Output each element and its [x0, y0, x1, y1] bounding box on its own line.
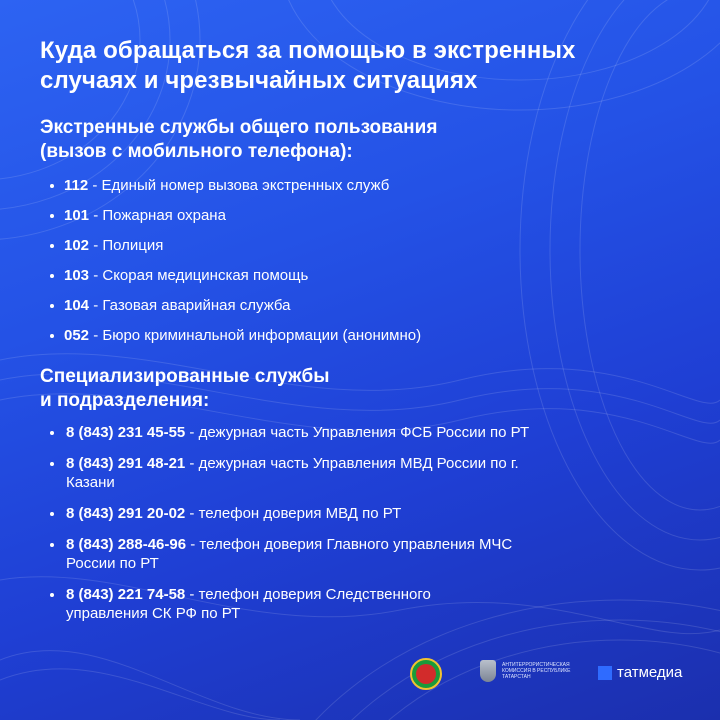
list-item: [40, 504, 566, 523]
tatmedia-square-icon: [598, 666, 612, 680]
heading-line-1: Специализированные службы: [40, 366, 330, 387]
list-item: [40, 423, 566, 442]
phone-number: 112: [64, 177, 89, 194]
bullet-icon: [50, 214, 54, 218]
list-item: [40, 176, 700, 195]
list-item: [40, 326, 700, 345]
heading-line-2: и подразделения:: [40, 390, 210, 411]
phone-number: 8 (843) 291 20-02: [66, 505, 186, 522]
bullet-icon: [50, 593, 54, 597]
phone-number: 103: [64, 267, 90, 284]
service-description: - Пожарная охрана: [89, 207, 226, 224]
list-item: [40, 535, 556, 573]
phone-number: 104: [64, 297, 90, 314]
service-description: - Бюро криминальной информации (анонимно): [89, 327, 422, 344]
service-description: - Единый номер вызова экстренных служб: [88, 177, 390, 194]
bullet-icon: [50, 274, 54, 278]
specialized-services-list: [40, 423, 700, 623]
atk-logo-text: АНТИТЕРРОРИСТИЧЕСКАЯ КОМИССИЯ В РЕСПУБЛИКЕ ТАТАРСТАН: [502, 662, 571, 680]
list-item: [40, 585, 506, 623]
service-description: - телефон доверия Следственного управления СК РФ по РТ: [66, 586, 431, 622]
title-line-2: случаях и чрезвычайных ситуациях: [40, 67, 478, 94]
page-title: [40, 36, 700, 96]
bullet-icon: [50, 543, 54, 547]
bullet-icon: [50, 512, 54, 516]
emergency-services-list: [40, 176, 700, 345]
tatmedia-text: татмедиа: [617, 664, 683, 681]
list-item: [40, 236, 700, 255]
list-item: [40, 206, 700, 225]
list-item: [40, 266, 700, 285]
heading-line-1: Экстренные службы общего пользования: [40, 117, 438, 138]
service-description: - Газовая аварийная служба: [89, 297, 291, 314]
antiterrorism-commission-logo: [480, 660, 582, 682]
phone-number: 052: [64, 327, 90, 344]
tatmedia-logo: [598, 664, 682, 681]
phone-number: 101: [64, 207, 90, 224]
bullet-icon: [50, 304, 54, 308]
list-item: [40, 454, 566, 492]
bullet-icon: [50, 244, 54, 248]
phone-number: 102: [64, 237, 90, 254]
service-description: - дежурная часть Управления МВД России по г. Казани: [66, 455, 519, 491]
service-description: - дежурная часть Управления ФСБ России по РТ: [185, 424, 530, 441]
title-line-1: Куда обращаться за помощью в экстренных: [40, 37, 576, 64]
section-heading-specialized: [40, 365, 700, 413]
bullet-icon: [50, 334, 54, 338]
service-description: - телефон доверия Главного управления МЧС России по РТ: [66, 536, 513, 572]
phone-number: 8 (843) 221 74-58: [66, 586, 186, 603]
service-description: - телефон доверия МВД по РТ: [185, 505, 402, 522]
phone-number: 8 (843) 288-46-96: [66, 536, 187, 553]
tatarstan-emblem-icon: [410, 658, 442, 690]
bullet-icon: [50, 431, 54, 435]
bullet-icon: [50, 184, 54, 188]
shield-icon: [480, 660, 496, 682]
service-description: - Полиция: [89, 237, 164, 254]
bullet-icon: [50, 462, 54, 466]
section-heading-emergency: [40, 116, 700, 164]
phone-number: 8 (843) 231 45-55: [66, 424, 186, 441]
phone-number: 8 (843) 291 48-21: [66, 455, 186, 472]
service-description: - Скорая медицинская помощь: [89, 267, 309, 284]
heading-line-2: (вызов с мобильного телефона):: [40, 141, 353, 162]
content: [40, 36, 700, 635]
list-item: [40, 296, 700, 315]
